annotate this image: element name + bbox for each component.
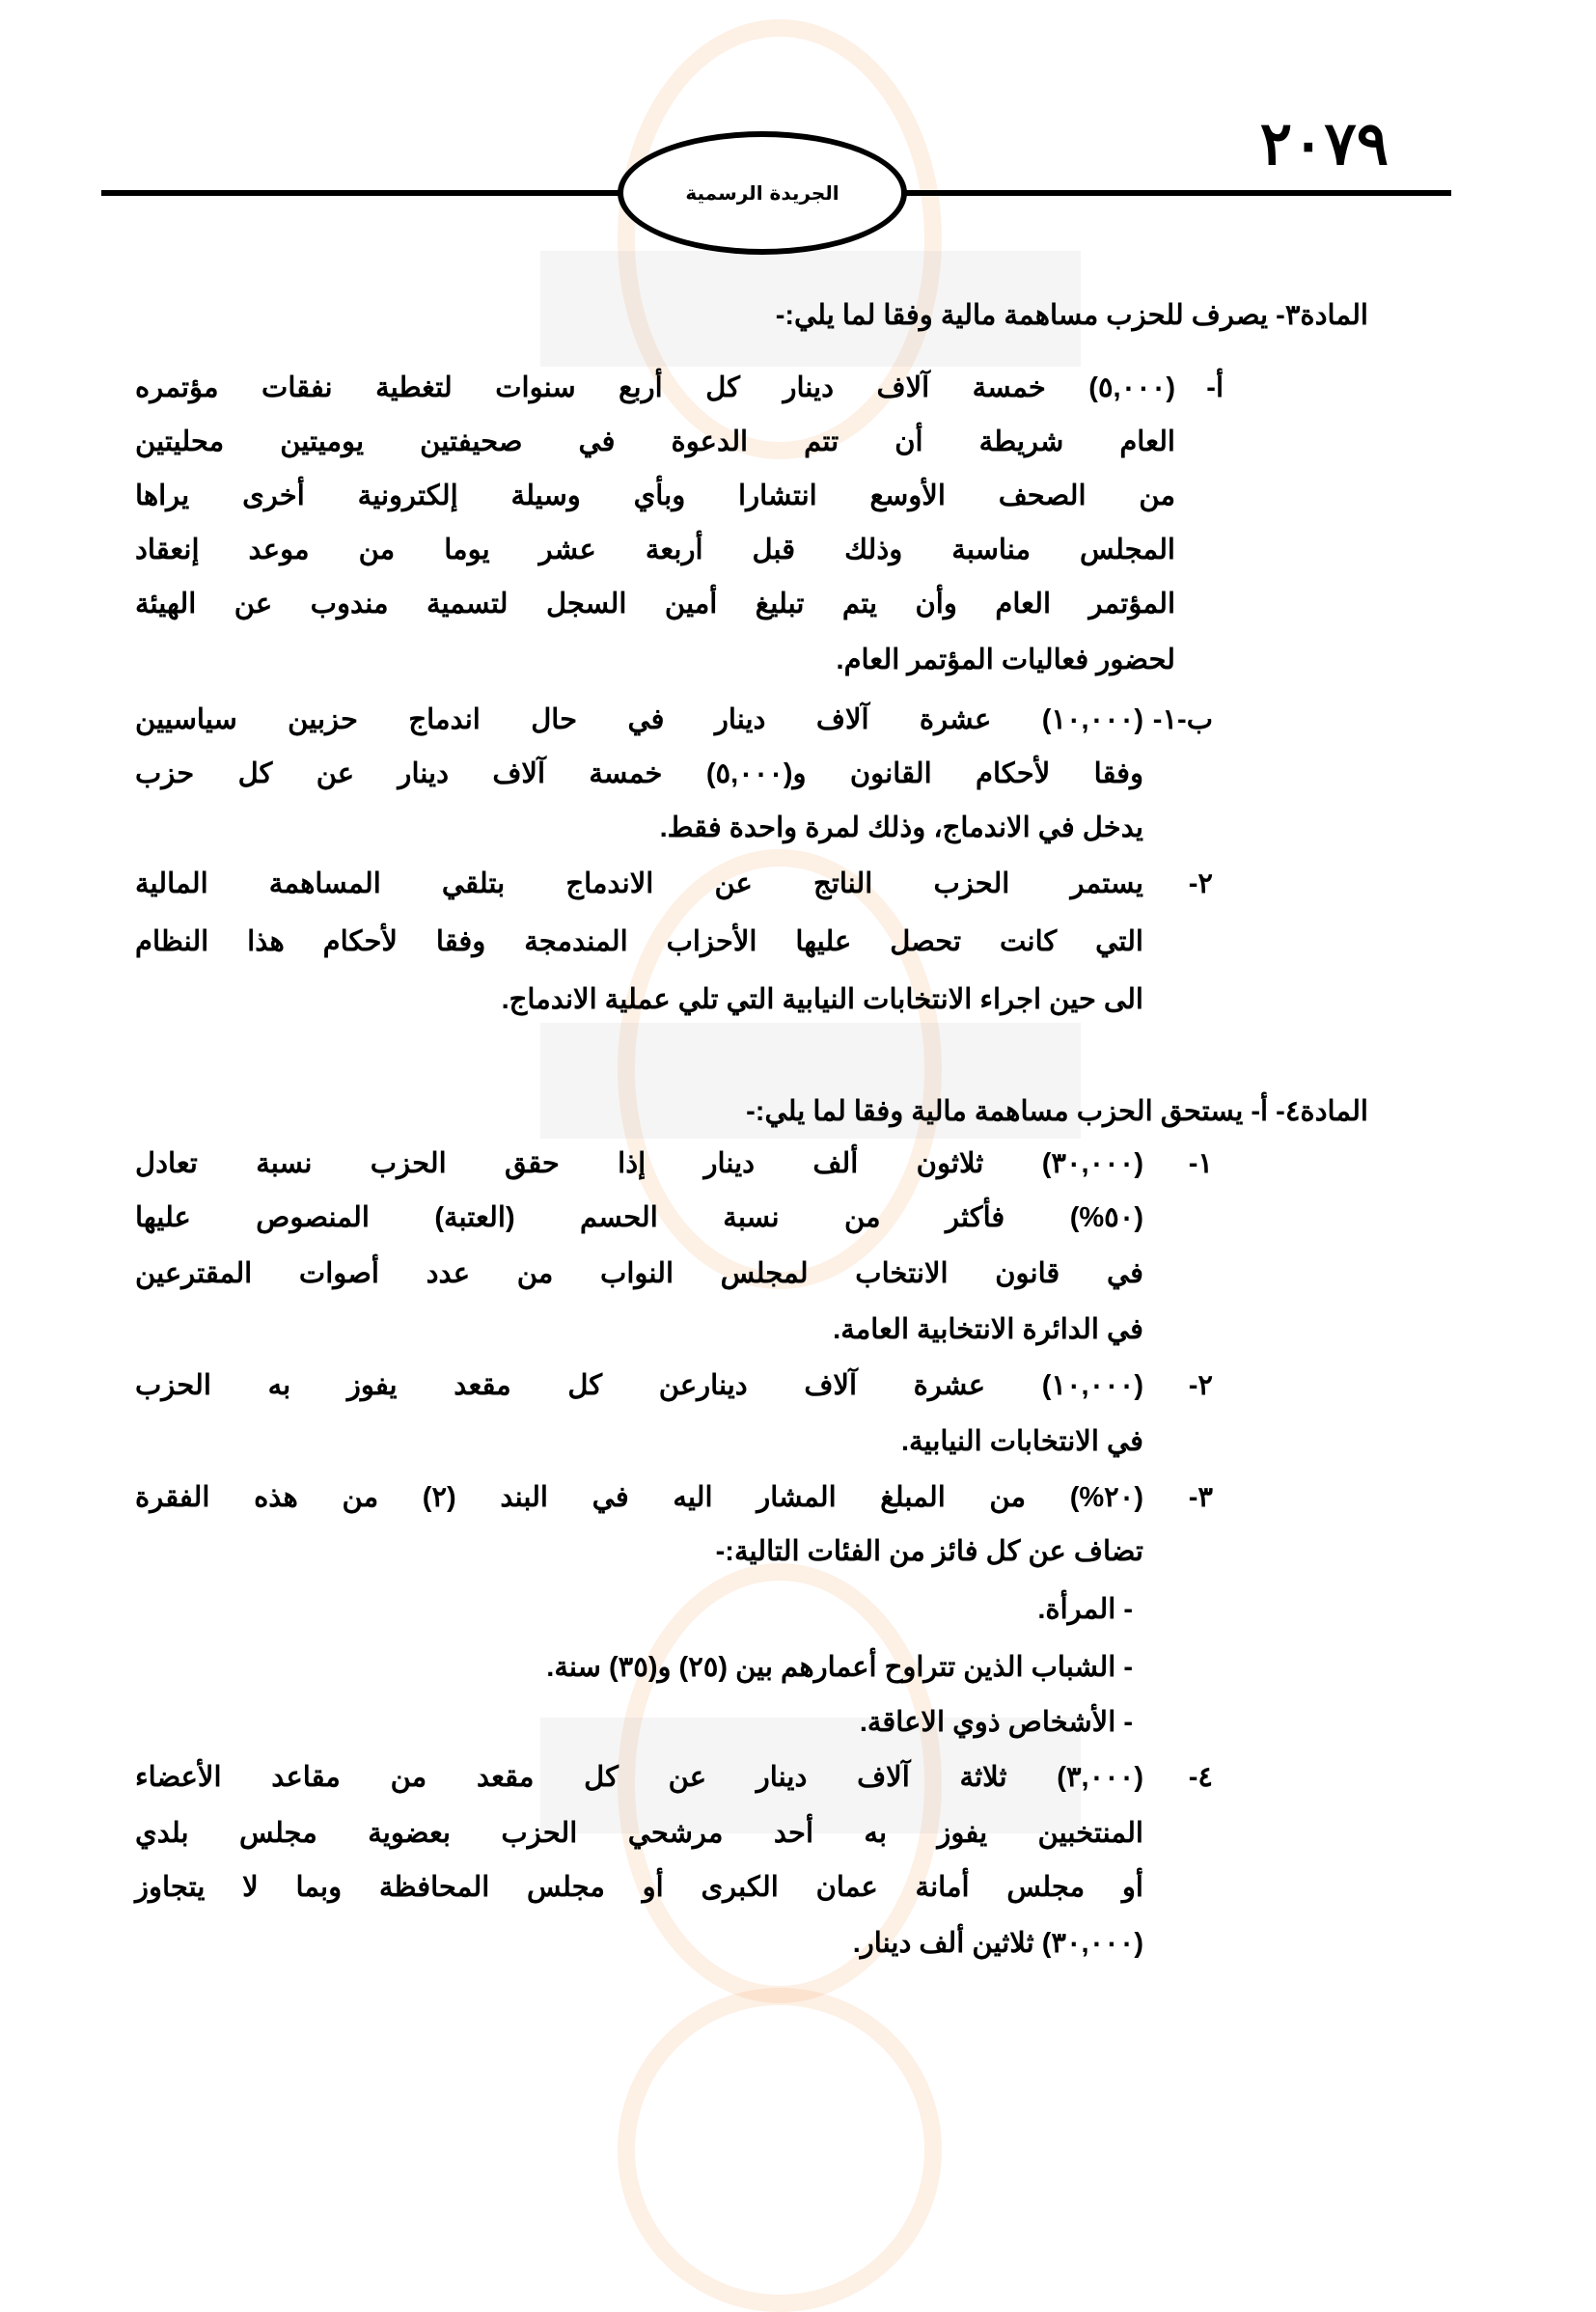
article4-heading: المادة٤- أ- يستحق الحزب مساهمة مالية وفقا لما يلي:- xyxy=(746,1096,1368,1127)
article4-item-line: - المرأة. xyxy=(1037,1594,1133,1625)
article3-item-line: وفقا لأحكام القانون و(٥,٠٠٠) خمسة آلاف دينار عن كل حزب xyxy=(135,758,1143,789)
article4-item-line: تضاف عن كل فائز من الفئات التالية:- xyxy=(715,1536,1143,1567)
article3-item-line: العام شريطة أن تتم الدعوة في صحيفتين يوميتين محليتين xyxy=(135,427,1175,457)
article3-item-line: الى حين اجراء الانتخابات النيابية التي تلي عملية الاندماج. xyxy=(501,984,1143,1015)
article4-item-line: - الأشخاص ذوي الاعاقة. xyxy=(859,1707,1133,1738)
article3-item-line: المجلس مناسبة وذلك قبل أربعة عشر يوما من موعد إنعقاد xyxy=(135,535,1175,565)
article4-item-line: أو مجلس أمانة عمان الكبرى أو مجلس المحافظة وبما لا يتجاوز xyxy=(135,1872,1143,1903)
article3-item-line: يستمر الحزب الناتج عن الاندماج بتلقي المساهمة المالية xyxy=(135,868,1143,899)
article4-item-line: (٣٠,٠٠٠) ثلاثون ألف دينار إذا حقق الحزب نسبة تعادل xyxy=(135,1148,1143,1179)
article4-item-line: (٥٠%) فأكثر من نسبة الحسم (العتبة) المنصوص عليها xyxy=(135,1202,1143,1233)
article3-item-label: ٢- xyxy=(1188,868,1213,899)
article4-item-label: ٢- xyxy=(1188,1370,1213,1401)
article3-heading: المادة٣- يصرف للحزب مساهمة مالية وفقا لما يلي:- xyxy=(775,300,1368,331)
article4-item-line: - الشباب الذين تتراوح أعمارهم بين (٢٥) و(٣٥) سنة. xyxy=(546,1652,1133,1683)
article3-item-line: من الصحف الأوسع انتشارا وبأي وسيلة إلكترونية أخرى يراها xyxy=(135,481,1175,511)
article4-item-line: (٣,٠٠٠) ثلاثة آلاف دينار عن كل مقعد من مقاعد الأعضاء xyxy=(135,1762,1143,1793)
article3-item-line: المؤتمر العام وأن يتم تبليغ أمين السجل لتسمية مندوب عن الهيئة xyxy=(135,589,1175,619)
page-number: ٢٠٧٩ xyxy=(1259,108,1389,179)
masthead-oval xyxy=(618,131,907,255)
watermark-clock xyxy=(618,1988,942,2312)
article4-item-label: ١- xyxy=(1188,1148,1213,1179)
article4-item-line: في الدائرة الانتخابية العامة. xyxy=(833,1314,1143,1345)
article4-item-line: (٣٠,٠٠٠) ثلاثين ألف دينار. xyxy=(852,1928,1143,1959)
article3-item-line: (٥,٠٠٠) خمسة آلاف دينار كل أربع سنوات لتغطية نفقات مؤتمره xyxy=(135,372,1175,403)
article4-item-line: في الانتخابات النيابية. xyxy=(901,1426,1143,1457)
article4-item-line: (١٠,٠٠٠) عشرة آلاف دينارعن كل مقعد يفوز به الحزب xyxy=(135,1370,1143,1401)
article4-item-line: (٢٠%) من المبلغ المشار اليه في البند (٢) من هذه الفقرة xyxy=(135,1482,1143,1513)
article4-item-line: المنتخبين يفوز به أحد مرشحي الحزب بعضوية مجلس بلدي xyxy=(135,1818,1143,1849)
article3-item-line: (١٠,٠٠٠) عشرة آلاف دينار في حال اندماج حزبين سياسيين xyxy=(135,704,1143,735)
masthead-title: الجريدة الرسمية xyxy=(685,181,839,205)
article4-item-label: ٤- xyxy=(1188,1762,1213,1793)
article4-item-line: في قانون الانتخاب لمجلس النواب من عدد أصوات المقترعين xyxy=(135,1258,1143,1289)
article4-item-label: ٣- xyxy=(1188,1482,1213,1513)
article3-item-line: لحضور فعاليات المؤتمر العام. xyxy=(836,645,1175,675)
article3-item-label: أ- xyxy=(1206,372,1224,403)
article3-item-line: التي كانت تحصل عليها الأحزاب المندمجة وفقا لأحكام هذا النظام xyxy=(135,926,1143,957)
article3-item-line: يدخل في الاندماج، وذلك لمرة واحدة فقط. xyxy=(659,812,1143,843)
article3-item-label: ب-١- xyxy=(1152,704,1213,735)
